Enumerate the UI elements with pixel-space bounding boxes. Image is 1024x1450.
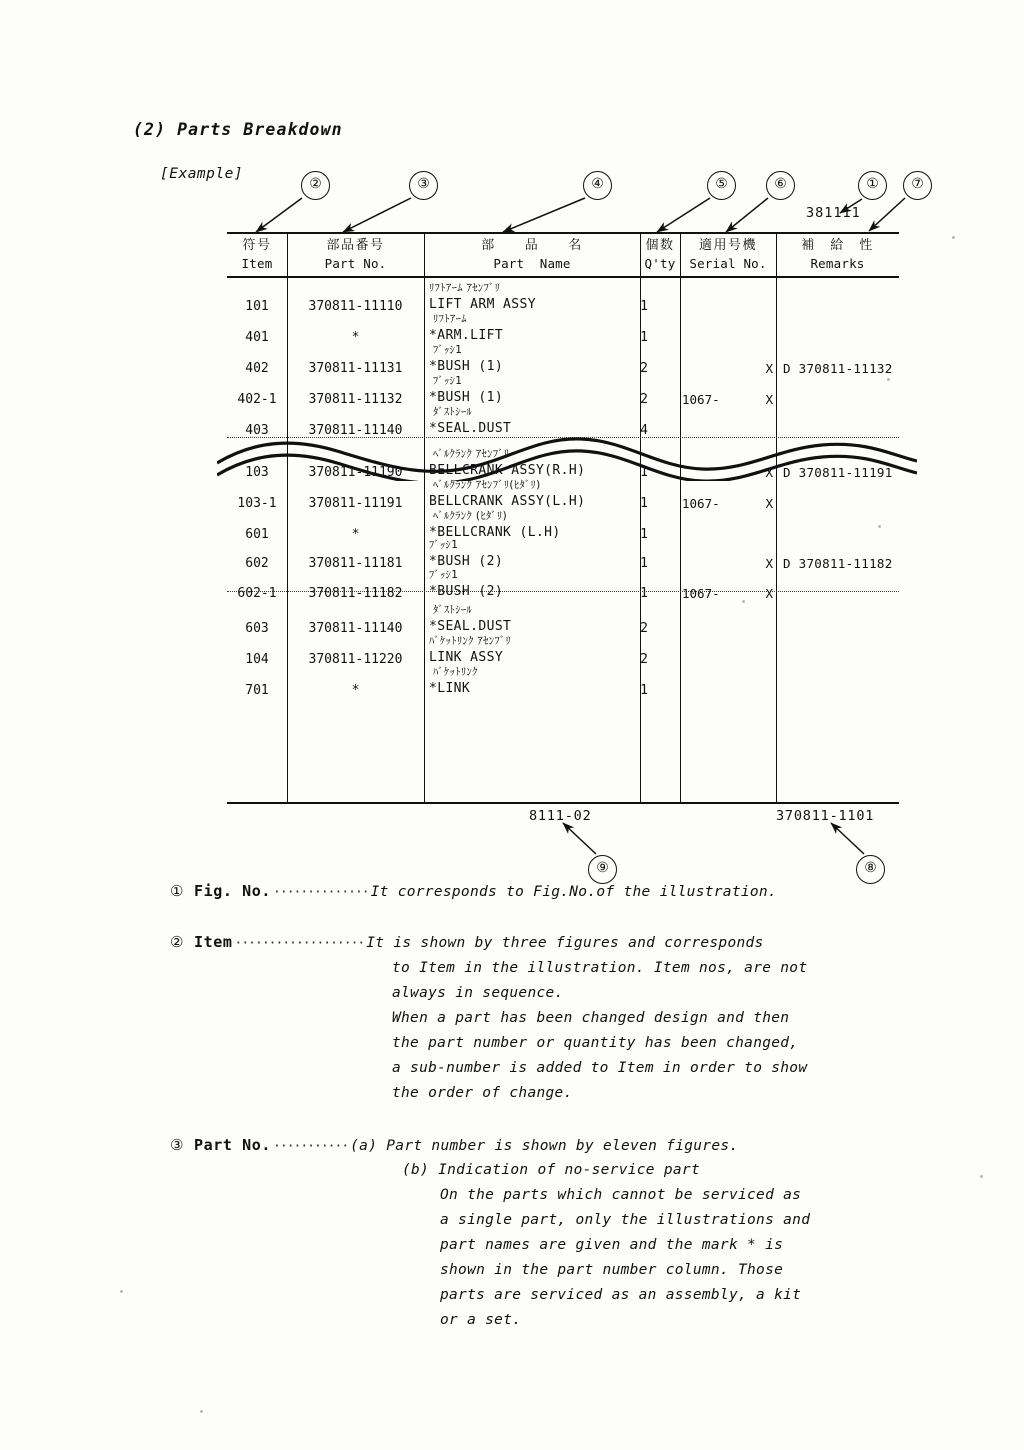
cell-serial-x: X [765, 465, 773, 480]
page-title: (2) Parts Breakdown [133, 120, 343, 139]
cell-remarks: D 370811-11132 [783, 361, 893, 376]
cell-serial-x: X [765, 496, 773, 511]
cell-part-no: 370811-11220 [308, 652, 403, 667]
cell-item: 602-1 [237, 586, 277, 601]
cell-part-name-en: *BUSH (1) [429, 390, 504, 405]
cell-qty: 1 [640, 465, 648, 480]
cell-part-name-kana: ﾌﾞｯｼ1 [433, 375, 463, 387]
header-remarks-en: Remarks [810, 256, 865, 272]
header-part-no [287, 237, 424, 273]
cell-part-name-kana: ﾍﾞﾙｸﾗﾝｸ ｱｾﾝﾌﾞﾘ [433, 448, 510, 460]
note-text: to Item in the illustration. Item nos, are not [392, 959, 808, 976]
cell-part-name-en: BELLCRANK ASSY(R.H) [429, 463, 586, 478]
cell-part-name [429, 374, 624, 406]
cell-qty: 4 [640, 423, 648, 438]
header-qty-jp: 個数 [645, 238, 675, 253]
cell-part-name-kana: ﾌﾞｯｼ1 [429, 539, 459, 551]
page-no-value: 8111-02 [529, 808, 592, 824]
cell-part-name-kana: ﾘﾌﾄｱｰﾑ ｱｾﾝﾌﾞﾘ [429, 282, 501, 294]
note-leader-dots: ··················· [234, 935, 365, 951]
cell-part-name-en: *SEAL.DUST [429, 619, 512, 634]
note-part-no [170, 1134, 990, 1334]
cell-qty: 1 [640, 299, 648, 314]
cell-part-name-en: BELLCRANK ASSY(L.H) [429, 494, 586, 509]
header-part-name-en: Part Name [493, 256, 571, 272]
header-qty [640, 237, 680, 273]
table-break-wave [217, 429, 917, 481]
callout-8: ⑧ [856, 855, 885, 884]
note-text: It corresponds to Fig.No.of the illustration. [370, 884, 777, 900]
scan-speck [980, 1175, 983, 1178]
cell-part-no: 370811-11182 [308, 586, 403, 601]
cell-part-no: 370811-11191 [308, 496, 403, 511]
cell-part-no: 370811-11140 [308, 621, 403, 636]
cell-item: 402-1 [237, 392, 277, 407]
cell-serial-from: 1067- [682, 586, 720, 601]
cell-part-name-kana: ﾘﾌﾄｱｰﾑ [433, 313, 467, 325]
cell-part-name-kana: ﾀﾞｽﾄｼｰﾙ [433, 604, 473, 616]
cell-remarks: D 370811-11191 [783, 465, 893, 480]
drawing-no-value: 370811-1101 [776, 808, 875, 824]
cell-part-name [429, 312, 624, 344]
notes-section [170, 880, 990, 1355]
cell-item: 101 [245, 299, 269, 314]
note-text: a sub-number is added to Item in order to show [392, 1059, 808, 1076]
note-item [170, 931, 990, 1106]
cell-part-no: 370811-11190 [308, 465, 403, 480]
cell-part-name [429, 343, 624, 375]
cell-item: 603 [245, 621, 269, 636]
header-serial-no [680, 237, 776, 273]
cell-part-name-kana: ﾊﾞｹｯﾄﾘﾝｸ ｱｾﾝﾌﾞﾘ [429, 635, 512, 647]
cell-qty: 1 [640, 586, 648, 601]
cell-item: 701 [245, 683, 269, 698]
cell-part-no: 370811-11131 [308, 361, 403, 376]
cell-part-name-en: LIFT ARM ASSY [429, 297, 536, 312]
table-row [227, 568, 899, 606]
note-number: ① [170, 882, 184, 900]
cell-part-name [429, 634, 624, 666]
note-text: part names are given and the mark * is [440, 1237, 784, 1254]
callout-5: ⑤ [707, 171, 736, 200]
cell-part-name-en: *BUSH (2) [429, 584, 504, 599]
note-number: ② [170, 932, 184, 951]
header-serial-no-jp: 適用号機 [698, 238, 757, 253]
fig-no-value: 381111 [806, 205, 861, 221]
cell-serial-from: 1067- [682, 392, 720, 407]
cell-qty: 2 [640, 361, 648, 376]
cell-part-no: 370811-11110 [308, 299, 403, 314]
callout-6: ⑥ [766, 171, 795, 200]
note-text: a single part, only the illustrations and [440, 1212, 811, 1229]
cell-serial-x: X [765, 556, 773, 571]
note-text: the order of change. [392, 1084, 573, 1101]
cell-qty: 2 [640, 652, 648, 667]
cell-qty: 1 [640, 683, 648, 698]
cell-part-name-en: *BUSH (2) [429, 554, 504, 569]
note-text: When a part has been changed design and then [392, 1009, 790, 1026]
note-text: the part number or quantity has been changed, [392, 1034, 799, 1051]
header-remarks-jp: 補 給 性 [801, 238, 874, 253]
note-text: shown in the part number column. Those [440, 1262, 784, 1279]
cell-qty: 1 [640, 330, 648, 345]
note-text: (b) Indication of no-service part [402, 1162, 700, 1179]
cell-part-name-en: *SEAL.DUST [429, 421, 512, 436]
scan-speck [742, 600, 745, 603]
cell-serial-x: X [765, 392, 773, 407]
cell-part-name-kana: ﾌﾞｯｼ1 [429, 569, 459, 581]
header-rule [227, 276, 899, 278]
cell-serial-from: 1067- [682, 496, 720, 511]
cell-qty: 2 [640, 392, 648, 407]
cell-part-name-en: *ARM.LIFT [429, 328, 504, 343]
callout-1: ① [858, 171, 887, 200]
cell-part-name [429, 478, 624, 510]
note-term: Part No. [194, 1135, 272, 1154]
example-label: [Example] [160, 166, 244, 182]
cell-remarks: D 370811-11182 [783, 556, 893, 571]
cell-part-name-kana: ﾍﾞﾙｸﾗﾝｸ (ﾋﾀﾞﾘ) [433, 510, 508, 522]
cell-part-name [429, 509, 624, 541]
cell-part-name-kana: ﾌﾞｯｼ1 [433, 344, 463, 356]
header-qty-en: Q'ty [644, 256, 676, 272]
scan-speck [878, 525, 881, 528]
scan-speck [200, 1410, 203, 1413]
cell-item: 103-1 [237, 496, 277, 511]
note-leader-dots: ·············· [273, 885, 369, 900]
cell-qty: 1 [640, 527, 648, 542]
note-text: On the parts which cannot be serviced as [440, 1187, 802, 1204]
header-item-jp: 符号 [242, 238, 272, 253]
cell-item: 402 [245, 361, 269, 376]
header-item-en: Item [241, 256, 273, 272]
cell-part-name [429, 568, 624, 600]
table-row [227, 665, 899, 703]
note-text: It is shown by three figures and corresponds [366, 934, 764, 951]
header-remarks [776, 237, 899, 273]
cell-part-name [429, 538, 624, 570]
cell-part-name-en: LINK ASSY [429, 650, 504, 665]
cell-part-name-en: *BUSH (1) [429, 359, 504, 374]
cell-serial-x: X [765, 586, 773, 601]
note-text: or a set. [440, 1312, 522, 1329]
cell-item: 602 [245, 556, 269, 571]
cell-qty: 1 [640, 496, 648, 511]
note-number: ③ [170, 1135, 184, 1154]
header-item [227, 237, 287, 273]
callout-3: ③ [409, 171, 438, 200]
header-part-name [424, 237, 640, 273]
scan-speck [887, 378, 890, 381]
cell-part-name [429, 603, 624, 635]
cell-part-no: * [351, 330, 360, 345]
callout-9: ⑨ [588, 855, 617, 884]
callout-2: ② [301, 171, 330, 200]
cell-part-no: 370811-11181 [308, 556, 403, 571]
scan-speck [120, 1290, 123, 1293]
cell-part-no: 370811-11132 [308, 392, 403, 407]
cell-item: 601 [245, 527, 269, 542]
note-text: parts are serviced as an assembly, a kit [440, 1287, 802, 1304]
callout-7: ⑦ [903, 171, 932, 200]
cell-part-name-kana: ﾀﾞｽﾄｼｰﾙ [433, 406, 473, 418]
cell-part-name [429, 665, 624, 697]
note-text: (a) Part number is shown by eleven figures. [350, 1137, 739, 1154]
cell-part-name-kana: ﾍﾞﾙｸﾗﾝｸ ｱｾﾝﾌﾞﾘ(ﾋﾀﾞﾘ) [433, 479, 541, 491]
cell-item: 103 [245, 465, 269, 480]
note-text: always in sequence. [392, 984, 564, 1001]
note-leader-dots: ··········· [273, 1138, 349, 1154]
note-term: Item [194, 932, 233, 951]
cell-part-name [429, 281, 624, 313]
cell-item: 401 [245, 330, 269, 345]
cell-qty: 2 [640, 621, 648, 636]
cell-item: 403 [245, 423, 269, 438]
note-term: Fig. No. [194, 882, 272, 900]
cell-serial-x: X [765, 361, 773, 376]
header-part-no-en: Part No. [324, 256, 387, 272]
note-fig-no [170, 880, 990, 905]
scan-speck [952, 236, 955, 239]
cell-part-no: * [351, 527, 360, 542]
cell-part-name-en: *BELLCRANK (L.H) [429, 525, 561, 540]
cell-qty: 1 [640, 556, 648, 571]
header-part-name-jp: 部 品 名 [481, 238, 583, 253]
header-part-no-jp: 部品番号 [326, 238, 385, 253]
cell-part-no: * [351, 683, 360, 698]
parts-breakdown-table [227, 232, 899, 804]
header-serial-no-en: Serial No. [689, 256, 767, 272]
cell-part-no: 370811-11140 [308, 423, 403, 438]
callout-4: ④ [583, 171, 612, 200]
cell-part-name-kana: ﾊﾞｹｯﾄﾘﾝｸ [433, 666, 478, 678]
cell-part-name-en: *LINK [429, 681, 471, 696]
cell-item: 104 [245, 652, 269, 667]
